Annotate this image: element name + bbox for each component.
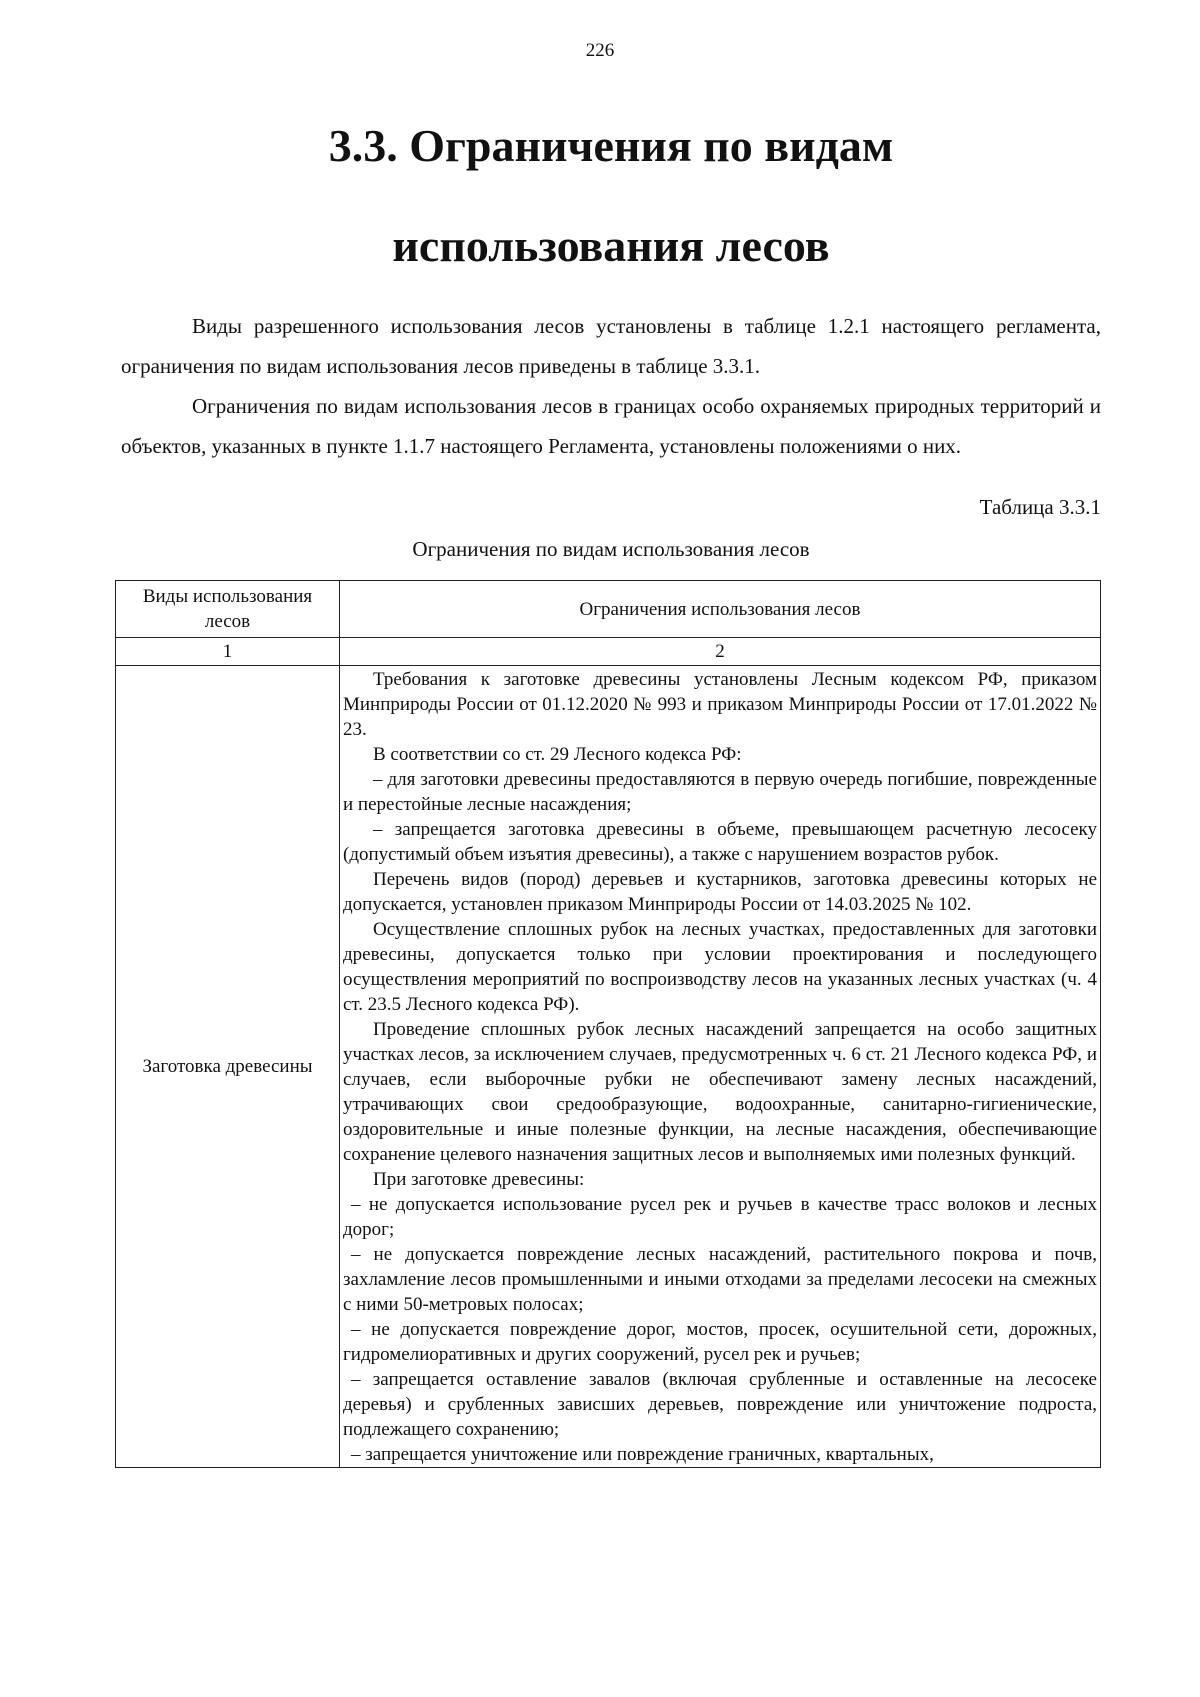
restriction-paragraph: Требования к заготовке древесины установлены Лесным кодексом РФ, приказом Минприроды России от 01.12.2020 № 993 и приказом Минприроды России от 17.01.2022 № 23. [343,669,1097,740]
restriction-paragraph: Перечень видов (пород) деревьев и кустарников, заготовка древесины которых не допускается, установлен приказом Минприроды России от 14.03.2025 № 102. [343,869,1097,915]
restriction-paragraph: – запрещается заготовка древесины в объеме, превышающем расчетную лесосеку (допустимый объем изъятия древесины), а также с нарушением возрастов рубок. [343,819,1097,865]
page-number: 226 [585,40,615,61]
header-forest-use-type: Виды использования лесов [116,581,340,638]
intro-paragraph-1: Виды разрешенного использования лесов установлены в таблице 1.2.1 настоящего регламента, ограничения по видам использования лесов приведены в таблице 3.3.1. [121,314,1101,378]
table-label: Таблица 3.3.1 [979,495,1101,519]
forest-use-type-cell: Заготовка древесины [116,666,340,1468]
table-row [116,666,1101,1468]
section-title [121,96,1101,296]
table-caption: Ограничения по видам использования лесов [412,537,810,561]
section-title-line-2: использования лесов [392,220,830,271]
restriction-paragraph: В соответствии со ст. 29 Лесного кодекса РФ: [373,744,742,765]
restrictions-cell [340,666,1101,1468]
restriction-paragraph: – для заготовки древесины предоставляются в первую очередь погибшие, поврежденные и перестойные лесные насаждения; [343,769,1097,815]
restriction-list-item: – запрещается уничтожение или повреждение граничных, квартальных, [351,1444,934,1465]
restriction-list-item: – запрещается оставление завалов (включая срубленные и оставленные на лесосеке деревья) и срубленных зависших деревьев, повреждение или уничтожение подроста, подлежащего сохранению; [343,1369,1097,1440]
column-number-row [116,638,1101,666]
restriction-list-item: – не допускается использование русел рек и ручьев в качестве трасс волоков и лесных дорог; [343,1194,1097,1240]
restrictions-table [115,580,1101,1468]
column-number-1: 1 [116,638,340,666]
table-header-row [116,581,1101,638]
restriction-list-item: – не допускается повреждение дорог, мостов, просек, осушительной сети, дорожных, гидромелиоративных и других сооружений, русел рек и ручьев; [343,1319,1097,1365]
header-restrictions: Ограничения использования лесов [340,581,1101,638]
restriction-paragraph: При заготовке древесины: [373,1169,585,1190]
restriction-paragraph: Осуществление сплошных рубок на лесных участках, предоставленных для заготовки древесины, допускается только при условии проектирования и последующего осуществления мероприятий по воспроизводству лесов на указанных лесных участках (ч. 4 ст. 23.5 Лесного кодекса РФ). [343,919,1097,1015]
column-number-2: 2 [340,638,1101,666]
restriction-paragraph: Проведение сплошных рубок лесных насаждений запрещается на особо защитных участках лесов, за исключением случаев, предусмотренных ч. 6 ст. 21 Лесного кодекса РФ, и случаев, если выборочные рубки не обеспечивают замену лесных насаждений, утрачивающих свои средообразующие, водоохранные, санитарно-гигиенические, оздоровительные и иные полезные функции, на лесные насаждения, обеспечивающие сохранение целевого назначения защитных лесов и выполняемых ими полезных функций. [343,1019,1097,1165]
intro-paragraph-2: Ограничения по видам использования лесов в границах особо охраняемых природных территорий и объектов, указанных в пункте 1.1.7 настоящего Регламента, установлены положениями о них. [121,394,1101,458]
section-title-line-1: 3.3. Ограничения по видам [328,120,894,171]
intro-text [121,306,1101,466]
restriction-list-item: – не допускается повреждение лесных насаждений, растительного покрова и почв, захламление лесов промышленными и иными отходами за пределами лесосеки на смежных с ними 50-метровых полосах; [343,1244,1097,1315]
